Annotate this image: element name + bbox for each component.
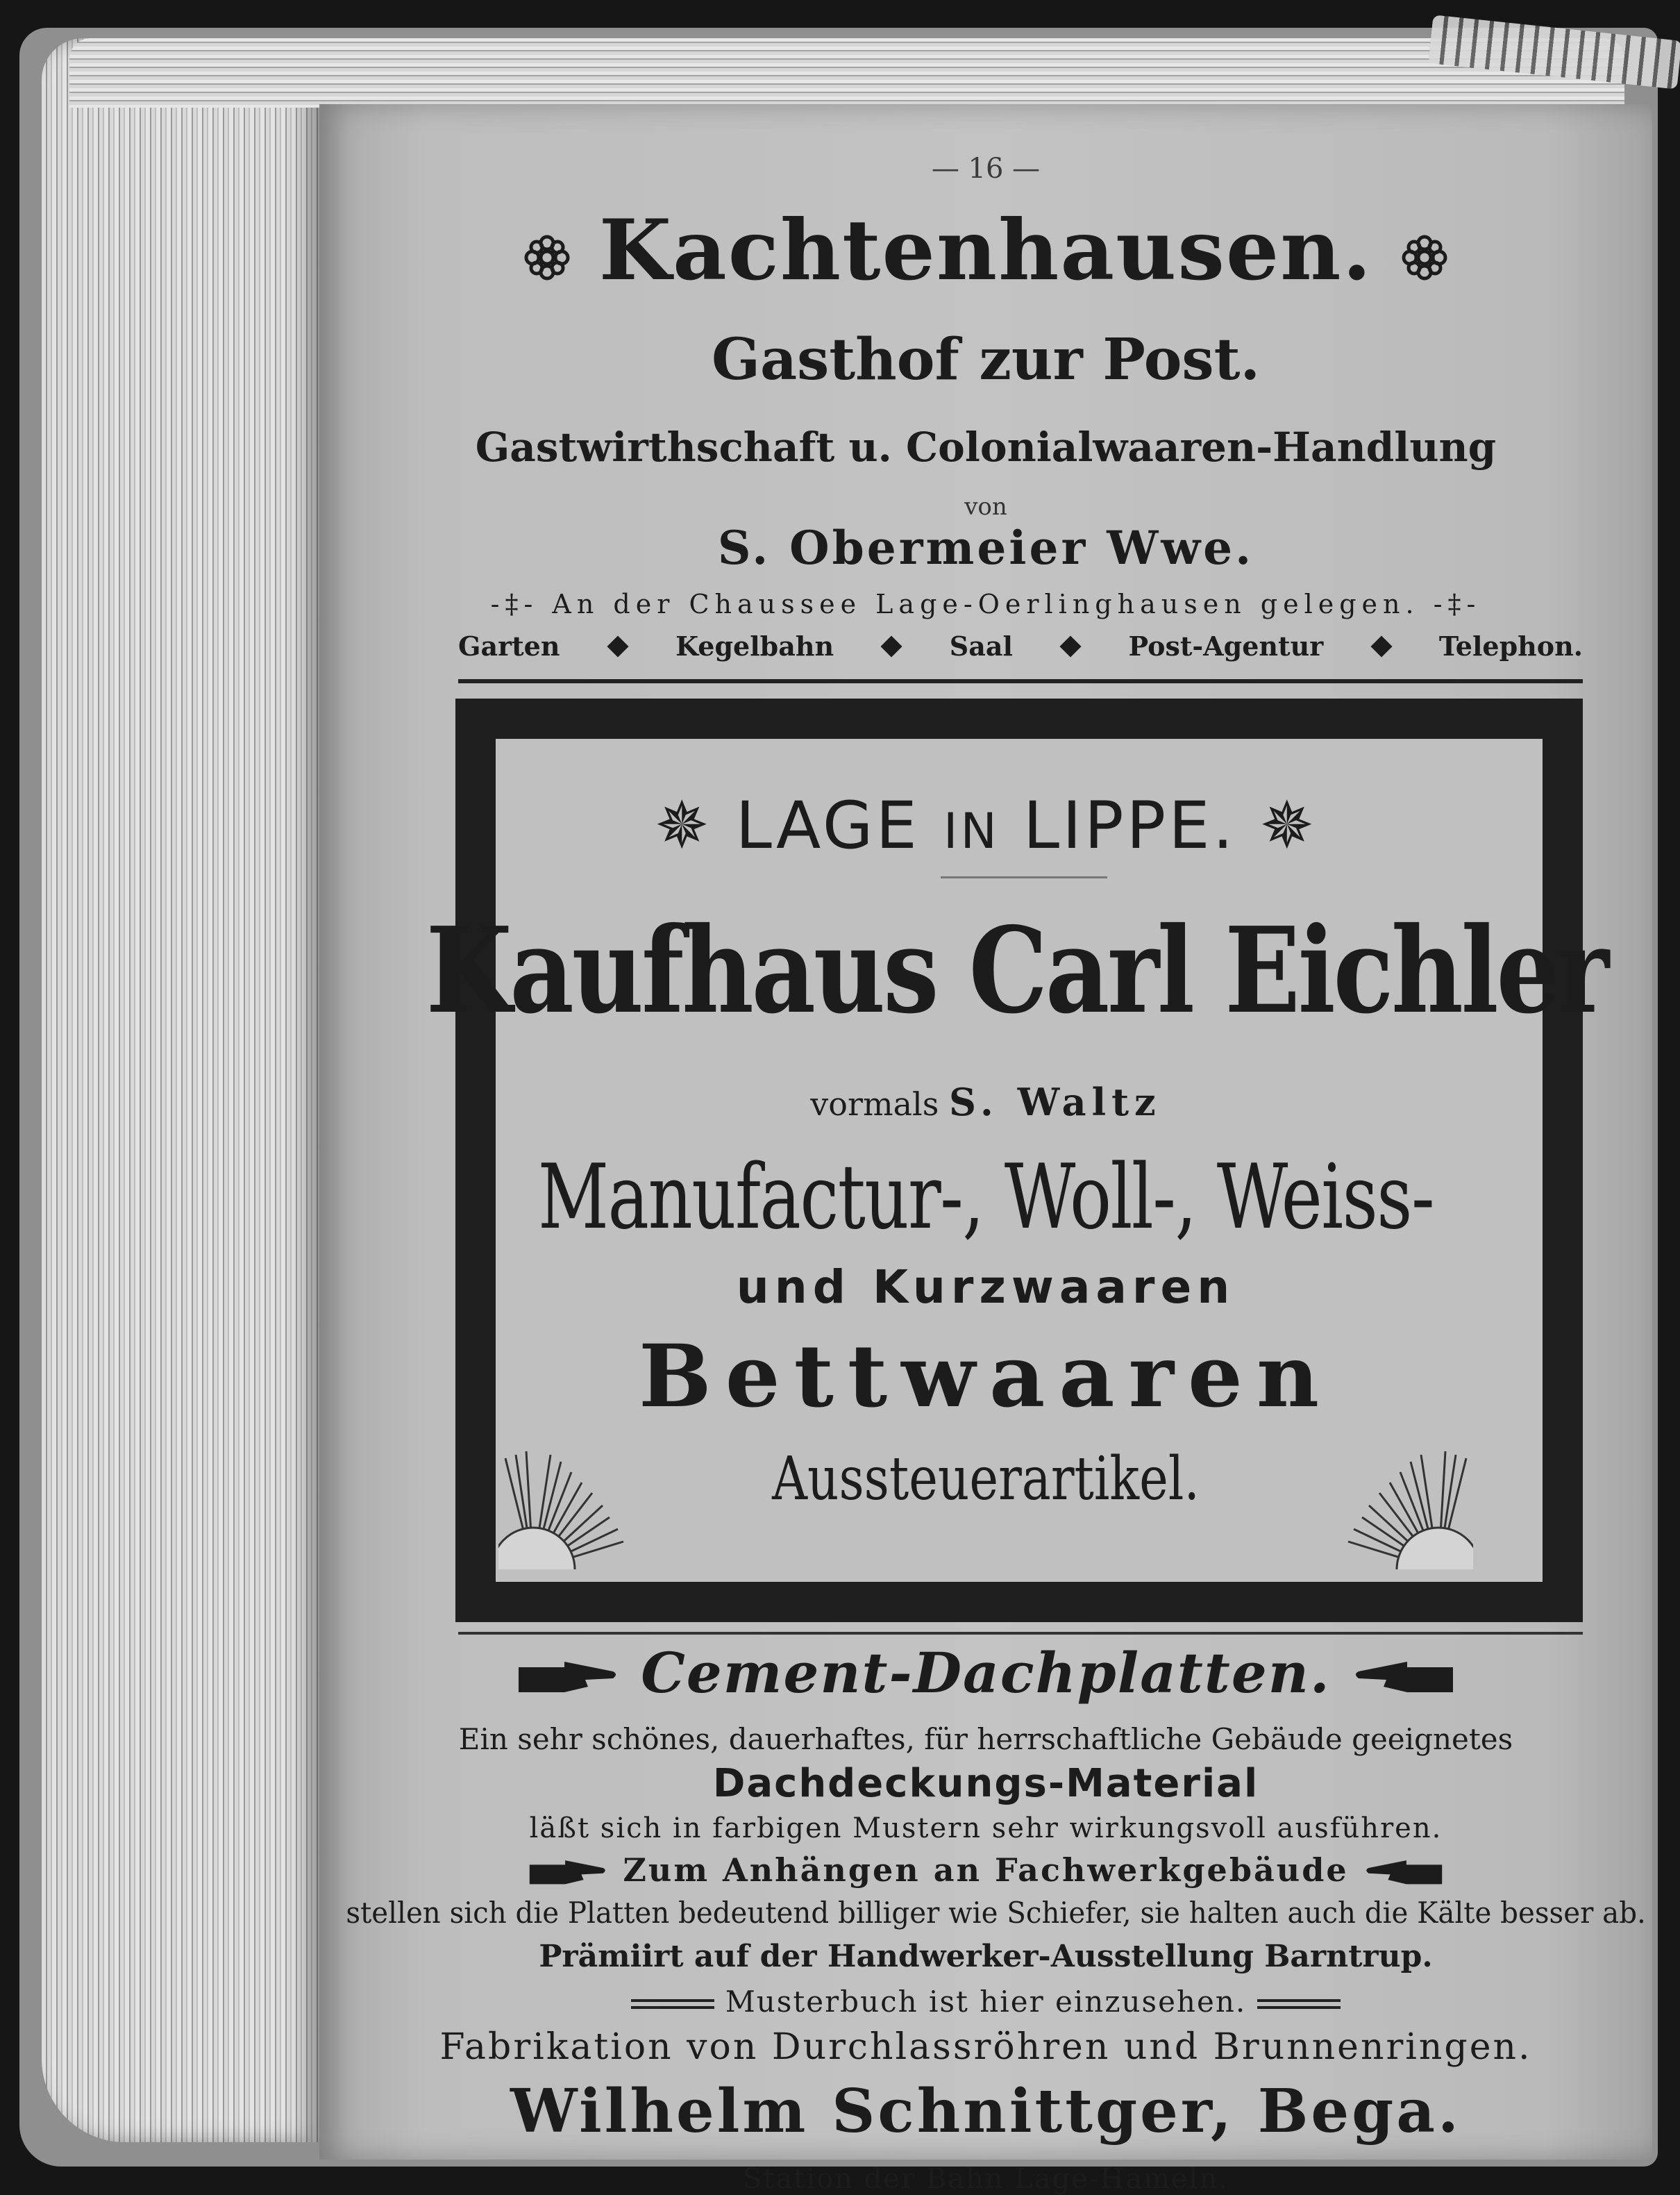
rising-sun-left-icon: [498, 1444, 630, 1569]
predecessor-line: [319, 1080, 1652, 1124]
asterisk-ornament-icon: ✵: [1236, 788, 1318, 864]
framed-ad-divider: [941, 876, 1107, 878]
header-ad-business: Gastwirthschaft u. Colonialwaaren-Handlung: [475, 424, 1497, 471]
diamond-bullet-icon: [881, 635, 902, 657]
bottom-ad-line-5: stellen sich die Platten bedeutend billiger wie Schiefer, sie halten auch die Kälte besser ab.: [346, 1896, 1646, 1930]
amenity-item: Garten: [458, 631, 560, 662]
goods-line-2: und Kurzwaaren: [736, 1260, 1236, 1314]
header-ad-title-text: Kachtenhausen.: [598, 201, 1373, 299]
diamond-bullet-icon: [1370, 635, 1392, 657]
bottom-ad-line-4-text: Zum Anhängen an Fachwerkgebäude: [623, 1851, 1349, 1889]
bottom-ad-line-4: [319, 1851, 1652, 1889]
framed-ad-town: [319, 788, 1652, 864]
book-page: [319, 104, 1652, 2195]
bottom-ad-line-2: Dachdeckungs-Material: [712, 1761, 1259, 1806]
page-stack-top-edge: [69, 38, 1624, 108]
double-rule-left: [631, 1999, 714, 2009]
amenity-item: Kegelbahn: [675, 631, 834, 662]
amenities-list: [458, 631, 1583, 662]
vormals-label: vormals: [810, 1085, 939, 1123]
bottom-ad-line-3: läßt sich in farbigen Mustern sehr wirkungsvoll ausführen.: [529, 1812, 1443, 1844]
header-ad-owner: S. Obermeier Wwe.: [717, 521, 1254, 575]
double-rule-right: [1257, 1999, 1341, 2009]
bottom-ad-line-7-text: Musterbuch ist hier einzusehen.: [725, 1985, 1247, 2019]
rosette-ornament-right-icon: [1400, 233, 1449, 282]
town-lippe: LIPPE.: [1023, 788, 1236, 864]
diamond-bullet-icon: [1060, 635, 1082, 657]
cement-headline: [319, 1640, 1652, 1705]
header-ad-title: [319, 201, 1652, 299]
pointing-hand-right-icon: [516, 1659, 620, 1696]
divider: [458, 1632, 1583, 1635]
goods-line-4: Aussteuerartikel.: [772, 1444, 1200, 1514]
header-ad-subtitle: Gasthof zur Post.: [711, 326, 1260, 393]
town-in: IN: [943, 803, 1000, 860]
amenity-item: Post-Agentur: [1128, 631, 1324, 662]
company-name: Wilhelm Schnittger, Bega.: [510, 2076, 1461, 2146]
pointing-hand-left-icon: [1352, 1659, 1456, 1696]
bottom-ad-line-8: Fabrikation von Durchlassröhren und Brunnenringen.: [439, 2026, 1532, 2068]
divider: [458, 679, 1583, 683]
bottom-ad-line-6: Prämiirt auf der Handwerker-Ausstellung Barntrup.: [539, 1939, 1433, 1974]
store-name: Kaufhaus Carl Eichler: [426, 901, 1607, 1040]
goods-line-3: Bettwaaren: [638, 1326, 1334, 1427]
page-stack-left-edge: [42, 38, 319, 2142]
amenity-item: Telephon.: [1438, 631, 1583, 662]
flourish-left-icon: -‡-: [490, 589, 553, 619]
rising-sun-right-icon: [1341, 1444, 1473, 1569]
bottom-ad-line-7: [319, 1985, 1652, 2019]
cement-headline-text: Cement-Dachplatten.: [641, 1640, 1331, 1705]
bottom-ad-line-1: Ein sehr schönes, dauerhaftes, für herrschaftliche Gebäude geeignetes: [458, 1722, 1513, 1756]
town-lage: LAGE: [735, 788, 920, 864]
goods-line-1: Manufactur-, Woll-, Weiss-: [537, 1146, 1434, 1249]
rosette-ornament-left-icon: [523, 233, 571, 282]
pointing-hand-right-icon: [526, 1858, 610, 1887]
pointing-hand-left-icon: [1362, 1858, 1445, 1887]
header-ad-von: von: [964, 493, 1007, 521]
page-number: — 16 —: [931, 153, 1041, 185]
predecessor-name: S. Waltz: [948, 1080, 1161, 1124]
diamond-bullet-icon: [607, 635, 628, 657]
header-ad-location-text: An der Chaussee Lage-Oerlinghausen gelegen.: [552, 589, 1420, 619]
flourish-right-icon: -‡-: [1419, 589, 1481, 619]
station-line: Station der Bahn Lage-Hameln.: [742, 2163, 1229, 2195]
amenity-item: Saal: [949, 631, 1013, 662]
header-ad-location: [319, 589, 1652, 619]
asterisk-ornament-icon: ✵: [654, 788, 736, 864]
